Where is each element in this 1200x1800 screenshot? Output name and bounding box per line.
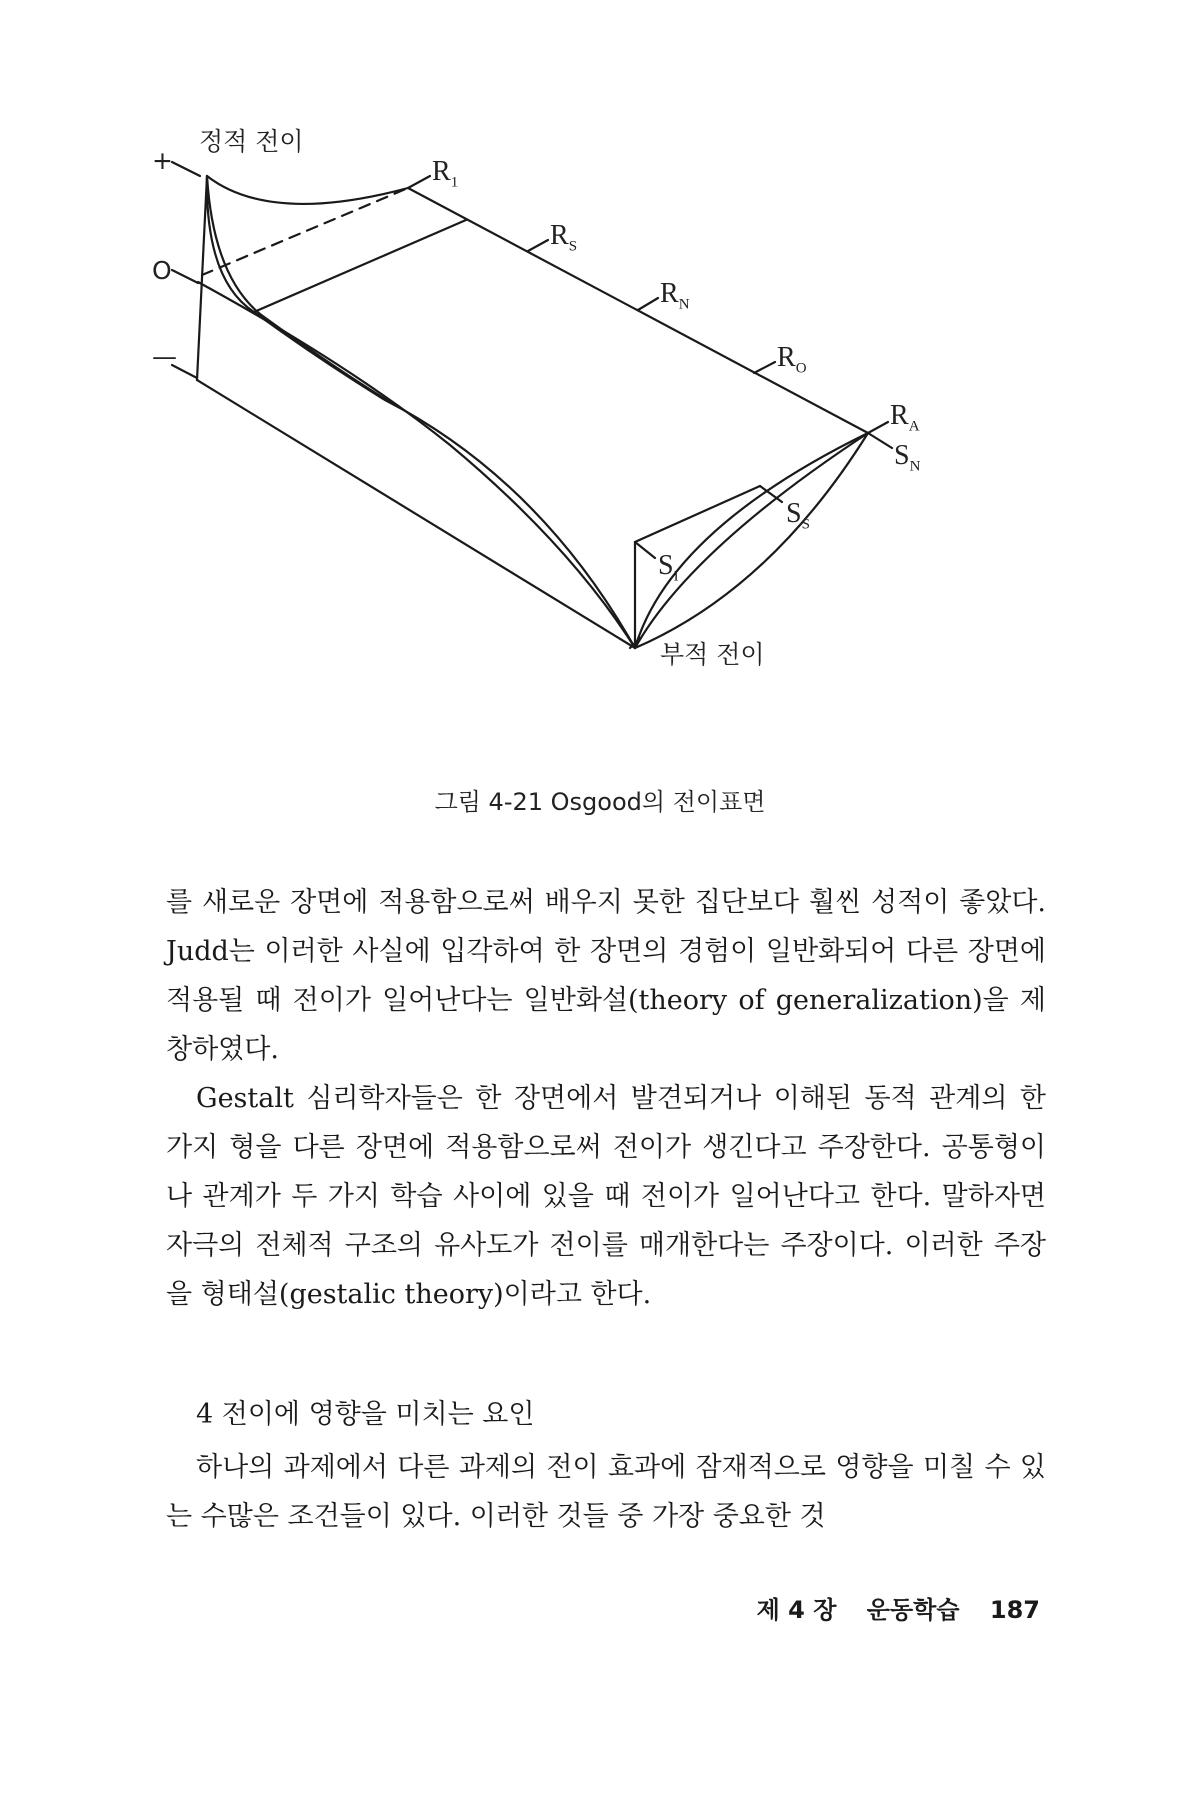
plus-mark: + xyxy=(152,146,173,175)
lower-surface-curve xyxy=(385,400,635,648)
positive-transfer-label: 정적 전이 xyxy=(199,127,304,156)
ro-tick xyxy=(754,362,775,373)
label-si: $S_I$ xyxy=(658,550,679,585)
right-curve-2 xyxy=(635,433,868,648)
bottom-edge xyxy=(197,380,635,648)
label-ra: $R_A$ xyxy=(890,400,920,435)
label-sn: $S_N$ xyxy=(894,440,921,475)
ra-tick xyxy=(868,422,888,433)
footer-title: 운동학습 xyxy=(866,1596,960,1624)
footer-chapter: 제 4 장 xyxy=(756,1596,837,1624)
surface-curve-1 xyxy=(207,176,385,400)
figure-caption: 그림 4-21 Osgood의 전이표면 xyxy=(434,788,766,816)
transfer-surface-diagram xyxy=(150,110,1090,760)
zero-tick xyxy=(172,270,198,283)
label-ro: $R_O$ xyxy=(777,342,807,377)
paragraph-gestalt: Gestalt 심리학자들은 한 장면에서 발견되거나 이해된 동적 관계의 한 가지 형을 다른 장면에 적용함으로써 전이가 생긴다고 주장한다. 공통형이나 관계가 두 가지 학습 사이에 있을 때 전이가 일어난다고 한다. 말하자면 자극의 전체적 구조의 유사도가 전이를 매개한다는 주장이다. 이러한 주장을 형태설(gestalic theory)이라고 한다. xyxy=(166,1083,1046,1310)
osgood-transfer-surface-figure xyxy=(150,110,1090,760)
negative-transfer-label: 부적 전이 xyxy=(660,640,765,669)
section-heading: 4 전이에 영향을 미치는 요인 xyxy=(196,1399,535,1430)
minus-mark: — xyxy=(152,342,177,371)
surface-diagonal xyxy=(198,282,635,648)
rn-tick xyxy=(638,298,658,310)
plus-tick xyxy=(172,162,200,176)
paragraph-factors: 하나의 과제에서 다른 과제의 전이 효과에 잠재적으로 영향을 미칠 수 있는 수많은 조건들이 있다. 이러한 것들 중 가장 중요한 것 xyxy=(166,1452,1046,1532)
r1-tick xyxy=(408,176,430,188)
zero-mark: O xyxy=(152,256,172,285)
cross-line xyxy=(254,220,466,312)
label-rs: $R_S$ xyxy=(550,220,578,255)
zero-dashed-line xyxy=(202,188,408,275)
si-tick xyxy=(635,542,655,558)
page-footer xyxy=(735,1590,1040,1625)
front-edge xyxy=(635,486,760,542)
surface-curve-2 xyxy=(207,176,390,402)
left-edge xyxy=(197,176,207,380)
label-rn: $R_N$ xyxy=(660,278,690,313)
rs-tick xyxy=(528,240,548,251)
page-number: 187 xyxy=(989,1596,1040,1624)
label-r1: $R_1$ xyxy=(432,156,459,191)
right-curve-3 xyxy=(635,433,868,648)
label-ss: $S_S$ xyxy=(786,498,810,533)
sn-tick xyxy=(868,433,892,448)
paragraph-generalization: 를 새로운 장면에 적용함으로써 배우지 못한 집단보다 훨씬 성적이 좋았다. Judd는 이러한 사실에 입각하여 한 장면의 경험이 일반화되어 다른 장면에 적용될 때 전이가 일어난다는 일반화설(theory of generalization)을 제창하였다. xyxy=(166,887,1046,1065)
right-curve-1 xyxy=(635,433,868,648)
